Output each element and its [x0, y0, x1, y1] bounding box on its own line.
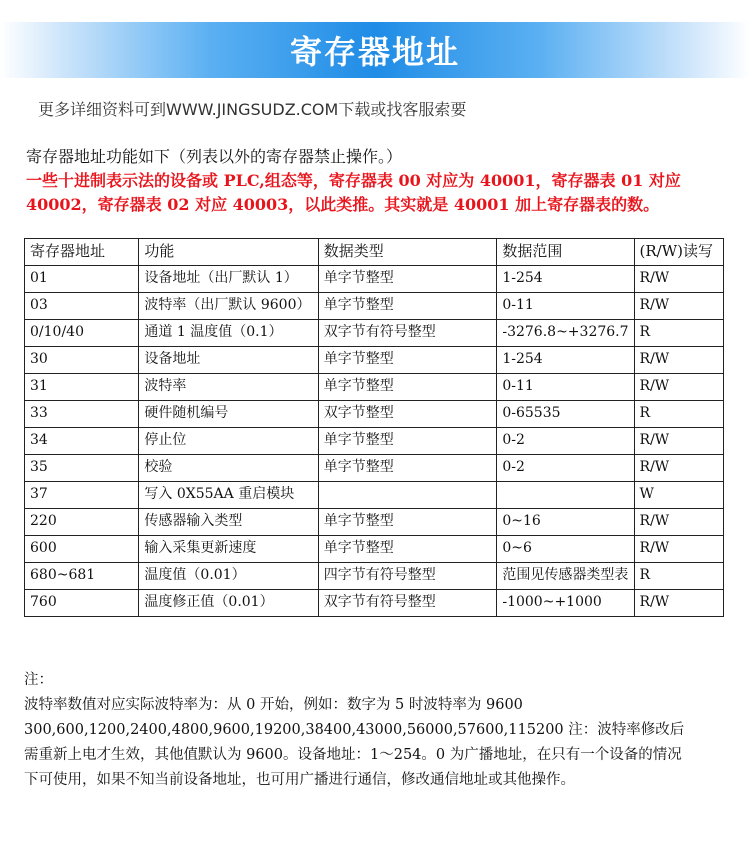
- cell-function: 传感器输入类型: [139, 509, 318, 536]
- cell-data-range: 0~6: [497, 536, 634, 563]
- cell-data-range: 0-2: [497, 455, 634, 482]
- notes-baud-line: 波特率数值对应实际波特率为：从 0 开始，例如：数字为 5 时波特率为 9600: [24, 697, 523, 713]
- cell-address: 33: [25, 401, 139, 428]
- download-info: 更多详细资料可到WWW.JINGSUDZ.COM下载或找客服索要: [38, 100, 467, 119]
- table-row: [25, 536, 724, 563]
- table-row: [25, 320, 724, 347]
- cell-data-type: [318, 482, 497, 509]
- cell-function: 波特率（出厂默认 9600）: [139, 293, 318, 320]
- table-row: [25, 428, 724, 455]
- table-row: [25, 563, 724, 590]
- cell-data-range: 0~16: [497, 509, 634, 536]
- page-title: 寄存器地址: [289, 33, 460, 71]
- cell-data-type: 双字节整型: [318, 401, 497, 428]
- cell-address: 34: [25, 428, 139, 455]
- cell-rw: R/W: [634, 509, 723, 536]
- table-header-row: [25, 239, 724, 266]
- cell-rw: R/W: [634, 293, 723, 320]
- cell-data-type: 单字节整型: [318, 509, 497, 536]
- cell-function: 校验: [139, 455, 318, 482]
- cell-rw: R: [634, 401, 723, 428]
- cell-function: 输入采集更新速度: [139, 536, 318, 563]
- cell-function: 硬件随机编号: [139, 401, 318, 428]
- cell-rw: R/W: [634, 266, 723, 293]
- cell-data-range: 0-11: [497, 374, 634, 401]
- intro-line: 寄存器地址功能如下（列表以外的寄存器禁止操作。）: [26, 147, 403, 166]
- cell-data-type: 四字节有符号整型: [318, 563, 497, 590]
- cell-data-range: [497, 482, 634, 509]
- cell-rw: R/W: [634, 455, 723, 482]
- cell-function: 温度值（0.01）: [139, 563, 318, 590]
- cell-rw: R/W: [634, 590, 723, 617]
- cell-data-type: 双字节有符号整型: [318, 590, 497, 617]
- notes-label: 注：: [24, 672, 53, 688]
- table-row: [25, 347, 724, 374]
- cell-address: 680~681: [25, 563, 139, 590]
- cell-data-type: 单字节整型: [318, 455, 497, 482]
- cell-data-type: 单字节整型: [318, 374, 497, 401]
- cell-function: 设备地址: [139, 347, 318, 374]
- cell-address: 600: [25, 536, 139, 563]
- cell-data-range: 范围见传感器类型表: [497, 563, 634, 590]
- cell-data-range: 0-2: [497, 428, 634, 455]
- cell-rw: R: [634, 320, 723, 347]
- cell-data-type: 单字节整型: [318, 293, 497, 320]
- table-row: [25, 374, 724, 401]
- cell-data-range: 0-65535: [497, 401, 634, 428]
- cell-function: 温度修正值（0.01）: [139, 590, 318, 617]
- cell-function: 停止位: [139, 428, 318, 455]
- cell-data-type: 单字节整型: [318, 536, 497, 563]
- cell-function: 设备地址（出厂默认 1）: [139, 266, 318, 293]
- cell-data-type: 单字节整型: [318, 347, 497, 374]
- cell-data-range: 0-11: [497, 293, 634, 320]
- cell-address: 220: [25, 509, 139, 536]
- cell-data-type: 双字节有符号整型: [318, 320, 497, 347]
- intro-red-note: 一些十进制表示法的设备或 PLC,组态等，寄存器表 00 对应为 40001，寄存器表 01 对应 40002，寄存器表 02 对应 40003，以此类推。其实就是 40001 加上寄存器表的数。: [26, 171, 681, 214]
- table-row: [25, 455, 724, 482]
- cell-rw: R: [634, 563, 723, 590]
- cell-address: 01: [25, 266, 139, 293]
- intro-section: [26, 145, 691, 217]
- cell-function: 波特率: [139, 374, 318, 401]
- cell-address: 31: [25, 374, 139, 401]
- table-row: [25, 590, 724, 617]
- cell-rw: W: [634, 482, 723, 509]
- header-data-type: 数据类型: [318, 239, 497, 266]
- cell-rw: R/W: [634, 374, 723, 401]
- header-rw: (R/W)读写: [634, 239, 723, 266]
- cell-data-type: 单字节整型: [318, 266, 497, 293]
- cell-address: 37: [25, 482, 139, 509]
- table-row: [25, 401, 724, 428]
- cell-function: 写入 0X55AA 重启模块: [139, 482, 318, 509]
- cell-rw: R/W: [634, 347, 723, 374]
- cell-data-range: -3276.8~+3276.7: [497, 320, 634, 347]
- cell-address: 30: [25, 347, 139, 374]
- cell-address: 03: [25, 293, 139, 320]
- cell-function: 通道 1 温度值（0.1）: [139, 320, 318, 347]
- cell-data-type: 单字节整型: [318, 428, 497, 455]
- notes-detail: 300,600,1200,2400,4800,9600,19200,38400,43000,56000,57600,115200 注：波特率修改后需重新上电才生效，其他值默认为 9600。设备地址：1～254。0 为广播地址，在只有一个设备的情况下可使用，如果不知当前设备地址，也可用广播进行通信，修改通信地址或其他操作。: [24, 722, 685, 788]
- notes-section: [24, 668, 689, 793]
- cell-rw: R/W: [634, 536, 723, 563]
- cell-rw: R/W: [634, 428, 723, 455]
- table-row: [25, 509, 724, 536]
- table-row: [25, 482, 724, 509]
- title-banner: [0, 22, 750, 78]
- cell-data-range: 1-254: [497, 266, 634, 293]
- header-function: 功能: [139, 239, 318, 266]
- table-row: [25, 266, 724, 293]
- cell-data-range: -1000~+1000: [497, 590, 634, 617]
- cell-address: 0/10/40: [25, 320, 139, 347]
- header-data-range: 数据范围: [497, 239, 634, 266]
- cell-data-range: 1-254: [497, 347, 634, 374]
- cell-address: 35: [25, 455, 139, 482]
- cell-address: 760: [25, 590, 139, 617]
- header-address: 寄存器地址: [25, 239, 139, 266]
- table-row: [25, 293, 724, 320]
- register-table: [24, 238, 724, 617]
